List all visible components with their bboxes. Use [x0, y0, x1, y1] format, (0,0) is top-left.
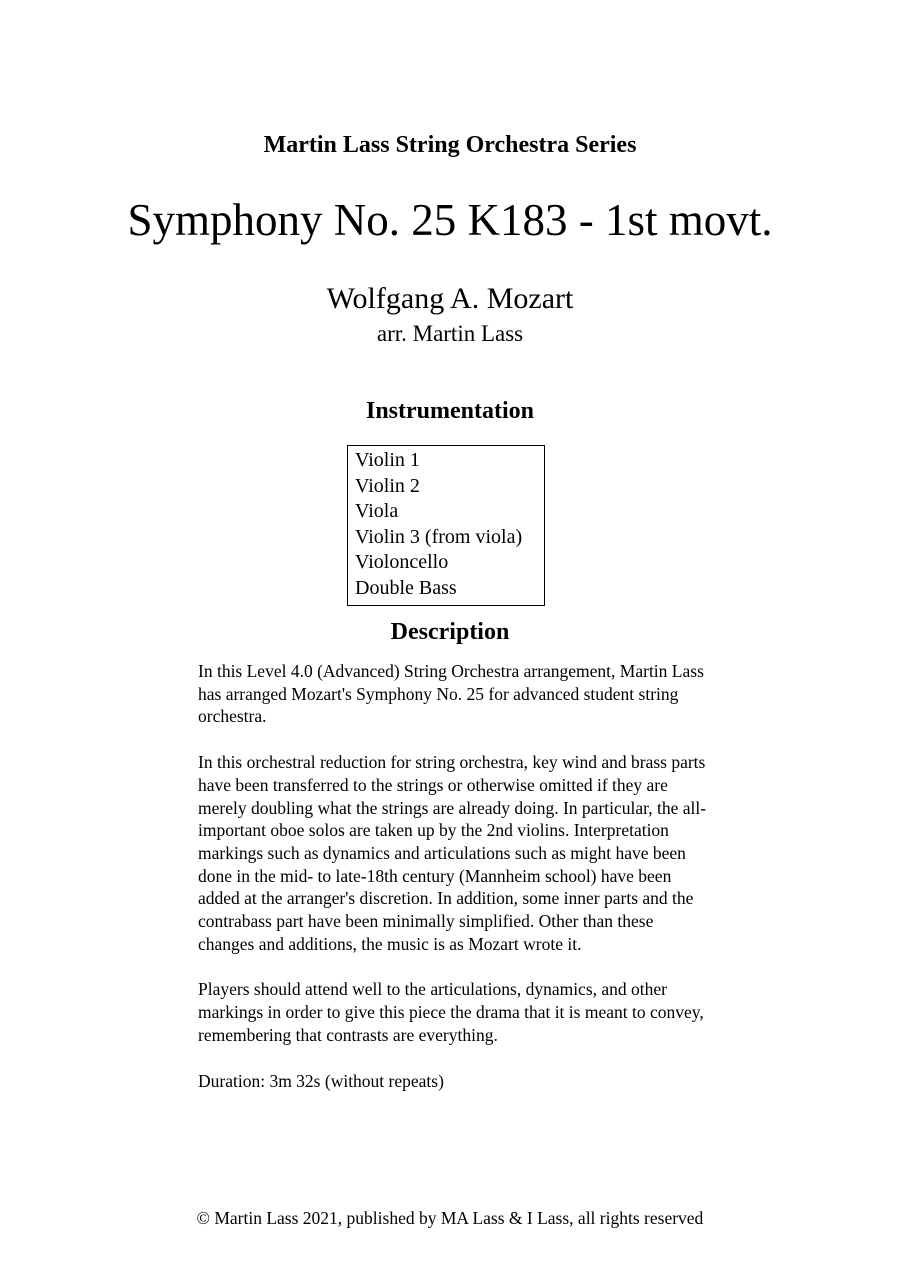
instrument-item-double-bass: Double Bass	[355, 576, 457, 599]
instrument-item-violin2: Violin 2	[355, 474, 420, 497]
description-paragraph-1: In this Level 4.0 (Advanced) String Orchestra arrangement, Martin Lass has arranged Mozart's Symphony No. 25 for advanced student string orchestra.	[198, 661, 704, 727]
arranger-name: arr. Martin Lass	[376, 321, 524, 346]
instrument-item-viola: Viola	[355, 500, 399, 522]
composer-name: Wolfgang A. Mozart	[326, 282, 574, 315]
duration-text: Duration: 3m 32s (without repeats)	[198, 1070, 444, 1091]
copyright-footer: © Martin Lass 2021, published by MA Lass & I Lass, all rights reserved	[196, 1208, 704, 1228]
description-heading: Description	[390, 619, 510, 645]
instrument-item-violin3: Violin 3 (from viola)	[355, 525, 523, 548]
page-title: Symphony No. 25 K183 - 1st movt.	[127, 195, 773, 245]
instrument-item-violin1: Violin 1	[355, 449, 420, 471]
instrument-item-violoncello: Violoncello	[355, 551, 449, 573]
instrumentation-box	[347, 445, 545, 606]
series-title: Martin Lass String Orchestra Series	[263, 132, 637, 158]
description-paragraph-3: Players should attend well to the articulations, dynamics, and other markings in order to give this piece the drama that it is meant to convey, remembering that contrasts are everything.	[198, 979, 704, 1045]
description-paragraph-2: In this orchestral reduction for string orchestra, key wind and brass parts have been transferred to the strings or otherwise omitted if they are merely doubling what the strings are already doing. In particular, the all-important oboe solos are taken up by the 2nd violins. Interpretation markings such as dynamics and articulations such as might have been done in the mid- to late-18th century (Mannheim school) have been added at the arranger's discretion. In addition, some inner parts and the contrabass part have been minimally simplified. Other than these changes and additions, the music is as Mozart wrote it.	[198, 752, 707, 954]
instrumentation-heading: Instrumentation	[365, 398, 534, 424]
description-body	[198, 660, 712, 1115]
